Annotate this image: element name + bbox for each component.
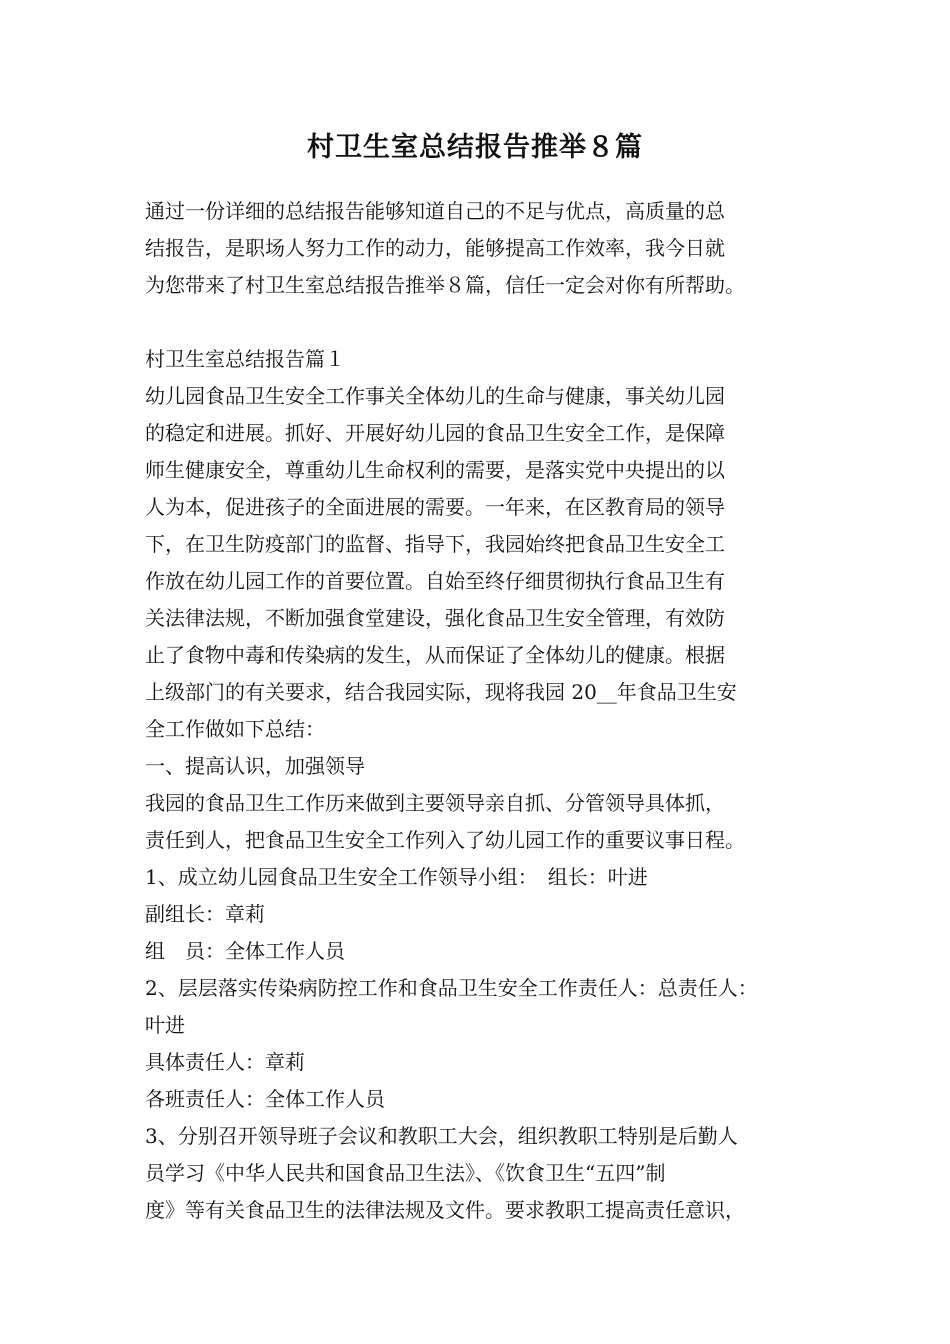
body-line: 副组长：章莉: [145, 902, 265, 926]
body-line: 师生健康安全，尊重幼儿生命权利的需要，是落实党中央提出的以: [145, 458, 725, 482]
body-line: 1、成立幼儿园食品卫生安全工作领导小组： 组长：叶进: [145, 865, 648, 889]
body-line: 具体责任人：章莉: [145, 1050, 305, 1074]
body-line: 的稳定和进展。抓好、开展好幼儿园的食品卫生安全工作，是保障: [145, 421, 725, 445]
body-line: 关法律法规，不断加强食堂建设，强化食品卫生安全管理，有效防: [145, 606, 725, 630]
body-line: 3、分别召开领导班子会议和教职工大会，组织教职工特别是后勤人: [145, 1124, 738, 1148]
body-line: 各班责任人：全体工作人员: [145, 1087, 385, 1111]
body-line: 止了食物中毒和传染病的发生，从而保证了全体幼儿的健康。根据: [145, 643, 725, 667]
body-line: 幼儿园食品卫生安全工作事关全体幼儿的生命与健康，事关幼儿园: [145, 384, 725, 408]
body-line: 上级部门的有关要求，结合我园实际，现将我园 20__年食品卫生安: [145, 680, 737, 704]
body-line: 我园的食品卫生工作历来做到主要领导亲自抓、分管领导具体抓，: [145, 791, 725, 815]
subheading-line: 一、提高认识，加强领导: [145, 754, 365, 778]
body-line: 作放在幼儿园工作的首要位置。自始至终仔细贯彻执行食品卫生有: [145, 569, 725, 593]
section-heading: 村卫生室总结报告篇１: [145, 347, 345, 371]
body-line: 2、层层落实传染病防控工作和食品卫生安全工作责任人：总责任人：: [145, 976, 758, 1000]
body-line: 下，在卫生防疫部门的监督、指导下，我园始终把食品卫生安全工: [145, 532, 725, 556]
document-title: 村卫生室总结报告推举８篇: [307, 132, 643, 163]
intro-line: 为您带来了村卫生室总结报告推举８篇，信任一定会对你有所帮助。: [145, 273, 745, 297]
body-line: 责任到人，把食品卫生安全工作列入了幼儿园工作的重要议事日程。: [145, 828, 745, 852]
body-line: 人为本，促进孩子的全面进展的需要。一年来，在区教育局的领导: [145, 495, 725, 519]
body-line: 员学习《中华人民共和国食品卫生法》、《饮食卫生“五四”制: [145, 1161, 666, 1185]
body-line: 叶进: [145, 1013, 185, 1037]
document-body: [145, 193, 825, 1229]
body-line: 度》等有关食品卫生的法律法规及文件。要求教职工提高责任意识，: [145, 1198, 745, 1222]
paragraph-gap: [145, 304, 825, 341]
body-line: 组 员：全体工作人员: [145, 939, 345, 963]
body-line: 全工作做如下总结：: [145, 717, 325, 741]
intro-line: 通过一份详细的总结报告能够知道自己的不足与优点，高质量的总: [145, 199, 725, 223]
intro-line: 结报告，是职场人努力工作的动力，能够提高工作效率，我今日就: [145, 236, 725, 260]
